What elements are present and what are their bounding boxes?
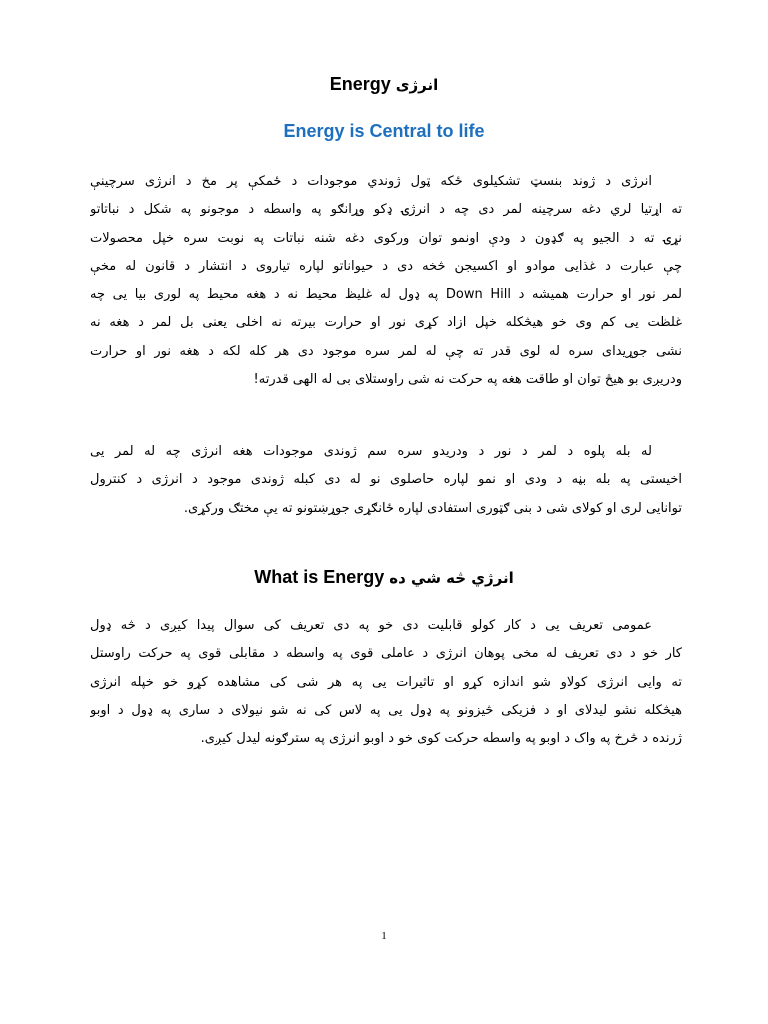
paragraph-line: ودریږی بو هیڅ توان او طاقت هغه په حرکت نه شی راوستلای بی له الهی قدرته! xyxy=(253,372,682,388)
paragraph-line: نشی جوړیدای سره له لوی قدر ته چې له لمر سره موجود دی هر کله لکه د هغه نور او حرارت xyxy=(90,343,682,359)
paragraph-line: اخیستی په بله بڼه د ودی او نمو لپاره حاصلوی نو له دی کبله ژوندی موجود د انرژی د کنترول xyxy=(90,472,682,488)
section-heading-latin: What is Energy xyxy=(254,567,385,587)
page-subtitle: Energy is Central to life xyxy=(283,121,485,141)
paragraph-line: لمر نور او حرارت همیشه د Down Hill په ډول له غلیظ محیط نه د هغه محیط په لوری بیا یی چه xyxy=(90,287,682,303)
paragraph-line: هیڅکله نشو لیدلای او د فزیکی څیزونو په ډول یی په لاس کی نه شو نیولای د ساری په ډول د اوبو xyxy=(90,702,682,718)
page-title xyxy=(0,74,768,95)
section-heading-pashto: انرژي څه شي ده xyxy=(389,569,514,587)
paragraph-line: عمومی تعریف یی د کار کولو قابلیت دی خو په دی تعریف کی سوال پیدا کیږی د څه ډول xyxy=(90,618,652,633)
title-latin: Energy xyxy=(329,74,391,94)
paragraph-intro xyxy=(90,168,682,394)
section-heading xyxy=(0,567,768,588)
paragraph-line: له بله پلوه د لمر د نور د ودریدو سره سم ژوندی موجودات هغه انرژی چه له لمر یی xyxy=(90,444,652,459)
paragraph-line: ته وایی انرژی کولاو شو اندازه کړو او تاثیرات یی په هر شی کی مشاهده کړو خو خپله انرژی xyxy=(90,674,682,690)
paragraph-line: کار خو د دی تعریف له مخی پوهان انرژی د عاملی قوی په واسطه د مقابلی قوی په حرکت راوستل xyxy=(90,646,682,662)
paragraph-line: چې عبارت د غذایی موادو او اکسیجن څخه دی د حیواناتو لپاره تیاروی د انتشار د قانون له مخې xyxy=(90,258,682,274)
paragraph-line: غلظت یی کم وی خو هیڅکله خپل ازاد کړی نور او حرارت بیرته نه اخلی یعنی بل لمر د هغه نه xyxy=(90,315,682,331)
paragraph-line: انرژی د ژوند بنسټ تشکیلوی ځکه ټول ژوندي موجودات د ځمکې پر مخ د انرژی سرچینې xyxy=(90,174,652,189)
title-pashto: انرژی xyxy=(395,76,439,94)
paragraph-sun-energy xyxy=(90,438,682,523)
paragraph-line: ته اړتیا لري دغه سرچینه لمر دی چه د انرژۍ ډکو وړانګو په واسطه د موجونو په شکل د نباتاتو xyxy=(90,202,682,218)
paragraph-line: نړۍ ته د الجیو په ګډون د ودې اونمو توان ورکوی دغه شنه نباتات په نوبت سره خپل محصولات xyxy=(90,230,682,246)
paragraph-definition xyxy=(90,612,682,753)
paragraph-line: توانایی لری او کولای شی د بنی ګټوری استفادی لپاره ځانګړی جوړښتونو ته یې مختګ ورکړی. xyxy=(183,500,682,516)
page-number: 1 xyxy=(381,930,387,942)
paragraph-line: ژرنده د څرخ په واک د اوبو په واسطه حرکت کوی خو د اوبو انرژی په سترګونه لیدل کیږی. xyxy=(200,731,682,747)
